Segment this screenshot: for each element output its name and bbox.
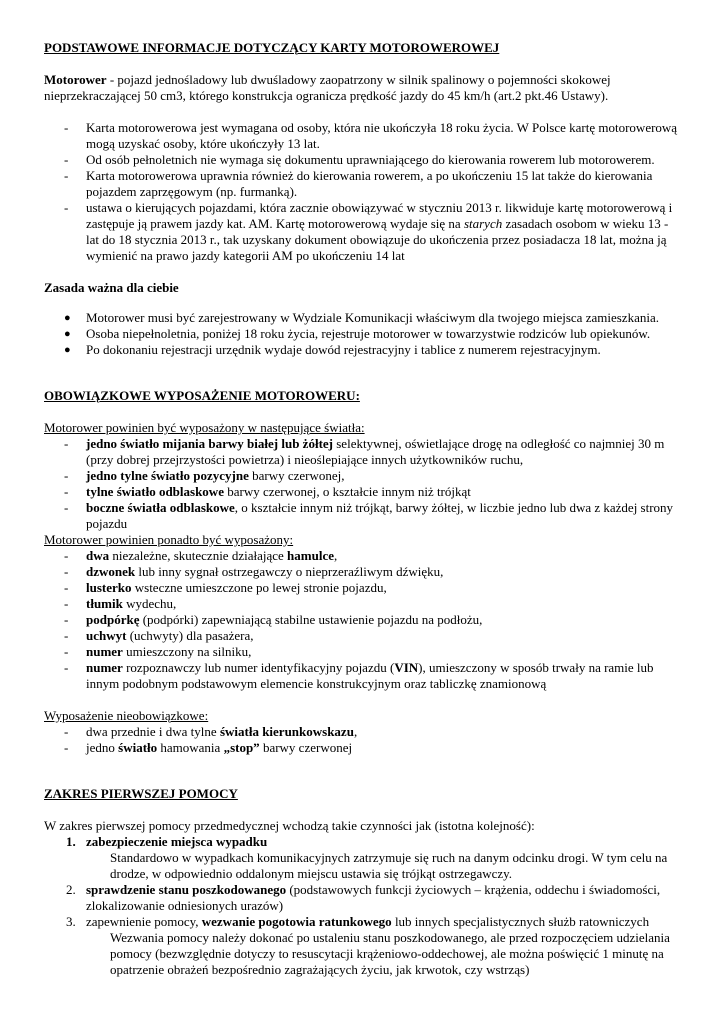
section3-title: ZAKRES PIERWSZEJ POMOCY [44, 786, 238, 801]
list-item: - ustawa o kierujących pojazdami, która zacznie obowiązywać w styczniu 2013 r. likwiduje kartę motorowerową i zastępuje ją prawem jazdy kat. AM. Kartę motorowerową wydaje się na starych zasadach osobom w wieku 13 - lat do 18 stycznia 2013 r., tak uzyskany dokument obowiązuje do ukończenia przez posiadacza 18 lat, można ją wymienić na prawo jazdy kategorii AM po ukończeniu 14 lat [64, 200, 673, 263]
moped-definition [44, 72, 680, 104]
list-item: - Karta motorowerowa jest wymagana od osoby, która nie ukończyła 18 roku życia. W Polsce kartę motorowerową mogą uzyskać osoby, które ukończyły 13 lat. [64, 120, 678, 151]
list-item: ● Osoba niepełnoletnia, poniżej 18 roku życia, rejestruje motorower w towarzystwie rodziców lub opiekunów. [64, 326, 651, 341]
document-page [44, 40, 680, 978]
list-item: - jedno tylne światło pozycyjne barwy czerwonej, [64, 468, 345, 483]
definition-term: Motorower [44, 72, 107, 87]
list-item: - numer umieszczony na silniku, [64, 644, 252, 659]
list-item: - uchwyt (uchwyty) dla pasażera, [64, 628, 254, 643]
list-item: - jedno światło mijania barwy białej lub żółtej selektywnej, oświetlające drogę na odległość co najmniej 30 m (przy dobrej przejrzystości powietrza) i nieoślepiające innych użytkowników ruchu, [64, 436, 665, 467]
equipment-list [44, 548, 680, 692]
list-item: - dwa niezależne, skutecznie działające hamulce, [64, 548, 338, 563]
lights-list [44, 436, 680, 532]
list-item: - dwa przednie i dwa tylne światła kierunkowskazu, [64, 724, 358, 739]
list-item: - jedno światło hamowania „stop” barwy czerwonej [64, 740, 353, 755]
optional-list [44, 724, 680, 756]
list-item: - lusterko wsteczne umieszczone po lewej stronie pojazdu, [64, 580, 387, 595]
optional-intro: Wyposażenie nieobowiązkowe: [44, 708, 209, 723]
list-item: - dzwonek lub inny sygnał ostrzegawczy o nieprzeraźliwym dźwięku, [64, 564, 444, 579]
rules-list [44, 310, 680, 358]
list-item: ● Motorower musi być zarejestrowany w Wydziale Komunikacji właściwym dla twojego miejsca zamieszkania. [64, 310, 659, 325]
card-info-list [44, 120, 680, 264]
list-item: - Od osób pełnoletnich nie wymaga się dokumentu uprawniającego do kierowania rowerem lub motorowerem. [64, 152, 655, 167]
list-item: - tłumik wydechu, [64, 596, 177, 611]
first-aid-intro: W zakres pierwszej pomocy przedmedycznej wchodzą takie czynności jak (istotna kolejność): [44, 818, 535, 833]
definition-text: - pojazd jednośladowy lub dwuśladowy zaopatrzony w silnik spalinowy o pojemności skokowej nieprzekraczającej 50 cm3, którego konstrukcja ogranicza prędkość jazdy do 45 km/h (art.2 pkt.46 Ustawy). [44, 72, 611, 103]
list-item: ● Po dokonaniu rejestracji urzędnik wydaje dowód rejestracyjny i tablice z numerem rejestracyjnym. [64, 342, 601, 357]
list-item: 2. sprawdzenie stanu poszkodowanego (podstawowych funkcji życiowych – krążenia, oddechu i świadomości, zlokalizowanie odniesionych urazów) [66, 882, 661, 913]
section1-title: PODSTAWOWE INFORMACJE DOTYCZĄCY KARTY MOTOROWEROWEJ [44, 40, 500, 55]
list-item: - Karta motorowerowa uprawnia również do kierowania rowerem, a po ukończeniu 15 lat także do kierowania pojazdem zaprzęgowym (np. furmanką). [64, 168, 653, 199]
equipment-intro: Motorower powinien ponadto być wyposażony: [44, 532, 294, 547]
lights-intro: Motorower powinien być wyposażony w następujące światła: [44, 420, 365, 435]
section2-title: OBOWIĄZKOWE WYPOSAŻENIE MOTOROWERU: [44, 388, 360, 403]
list-item: - numer rozpoznawczy lub numer identyfikacyjny pojazdu (VIN), umieszczony w sposób trwały na ramie lub innym podobnym podstawowym elemencie konstrukcyjnym oraz tabliczkę znamionową [64, 660, 654, 691]
first-aid-steps [44, 834, 680, 978]
list-item: - podpórkę (podpórki) zapewniającą stabilne ustawienie pojazdu na podłożu, [64, 612, 483, 627]
rule-title: Zasada ważna dla ciebie [44, 280, 179, 295]
list-item: 1. zabezpieczenie miejsca wypadku Standardowo w wypadkach komunikacyjnych zatrzymuje się ruch na danym odcinku drogi. W tym celu na drodze, w odpowiednio oddalonym miejscu ustawia się trójkąt ostrzegawczy. [66, 834, 668, 881]
list-item: 3. zapewnienie pomocy, wezwanie pogotowia ratunkowego lub innych specjalistycznych służb ratowniczych Wezwania pomocy należy dokonać po ustaleniu stanu poszkodowanego, ale przed rozpoczęciem udzielania pomocy (bezwzględnie dotyczy to resuscytacji krążeniowo-oddechowej, ale można poświęcić 1 minutę na opatrzenie obrażeń bezpośrednio zagrażających życiu, jak krwotok, czy wstrząs) [66, 914, 670, 977]
list-item: - tylne światło odblaskowe barwy czerwonej, o kształcie innym niż trójkąt [64, 484, 471, 499]
list-item: - boczne światła odblaskowe, o kształcie innym niż trójkąt, barwy żółtej, w liczbie jedno lub dwa z każdej strony pojazdu [64, 500, 674, 531]
